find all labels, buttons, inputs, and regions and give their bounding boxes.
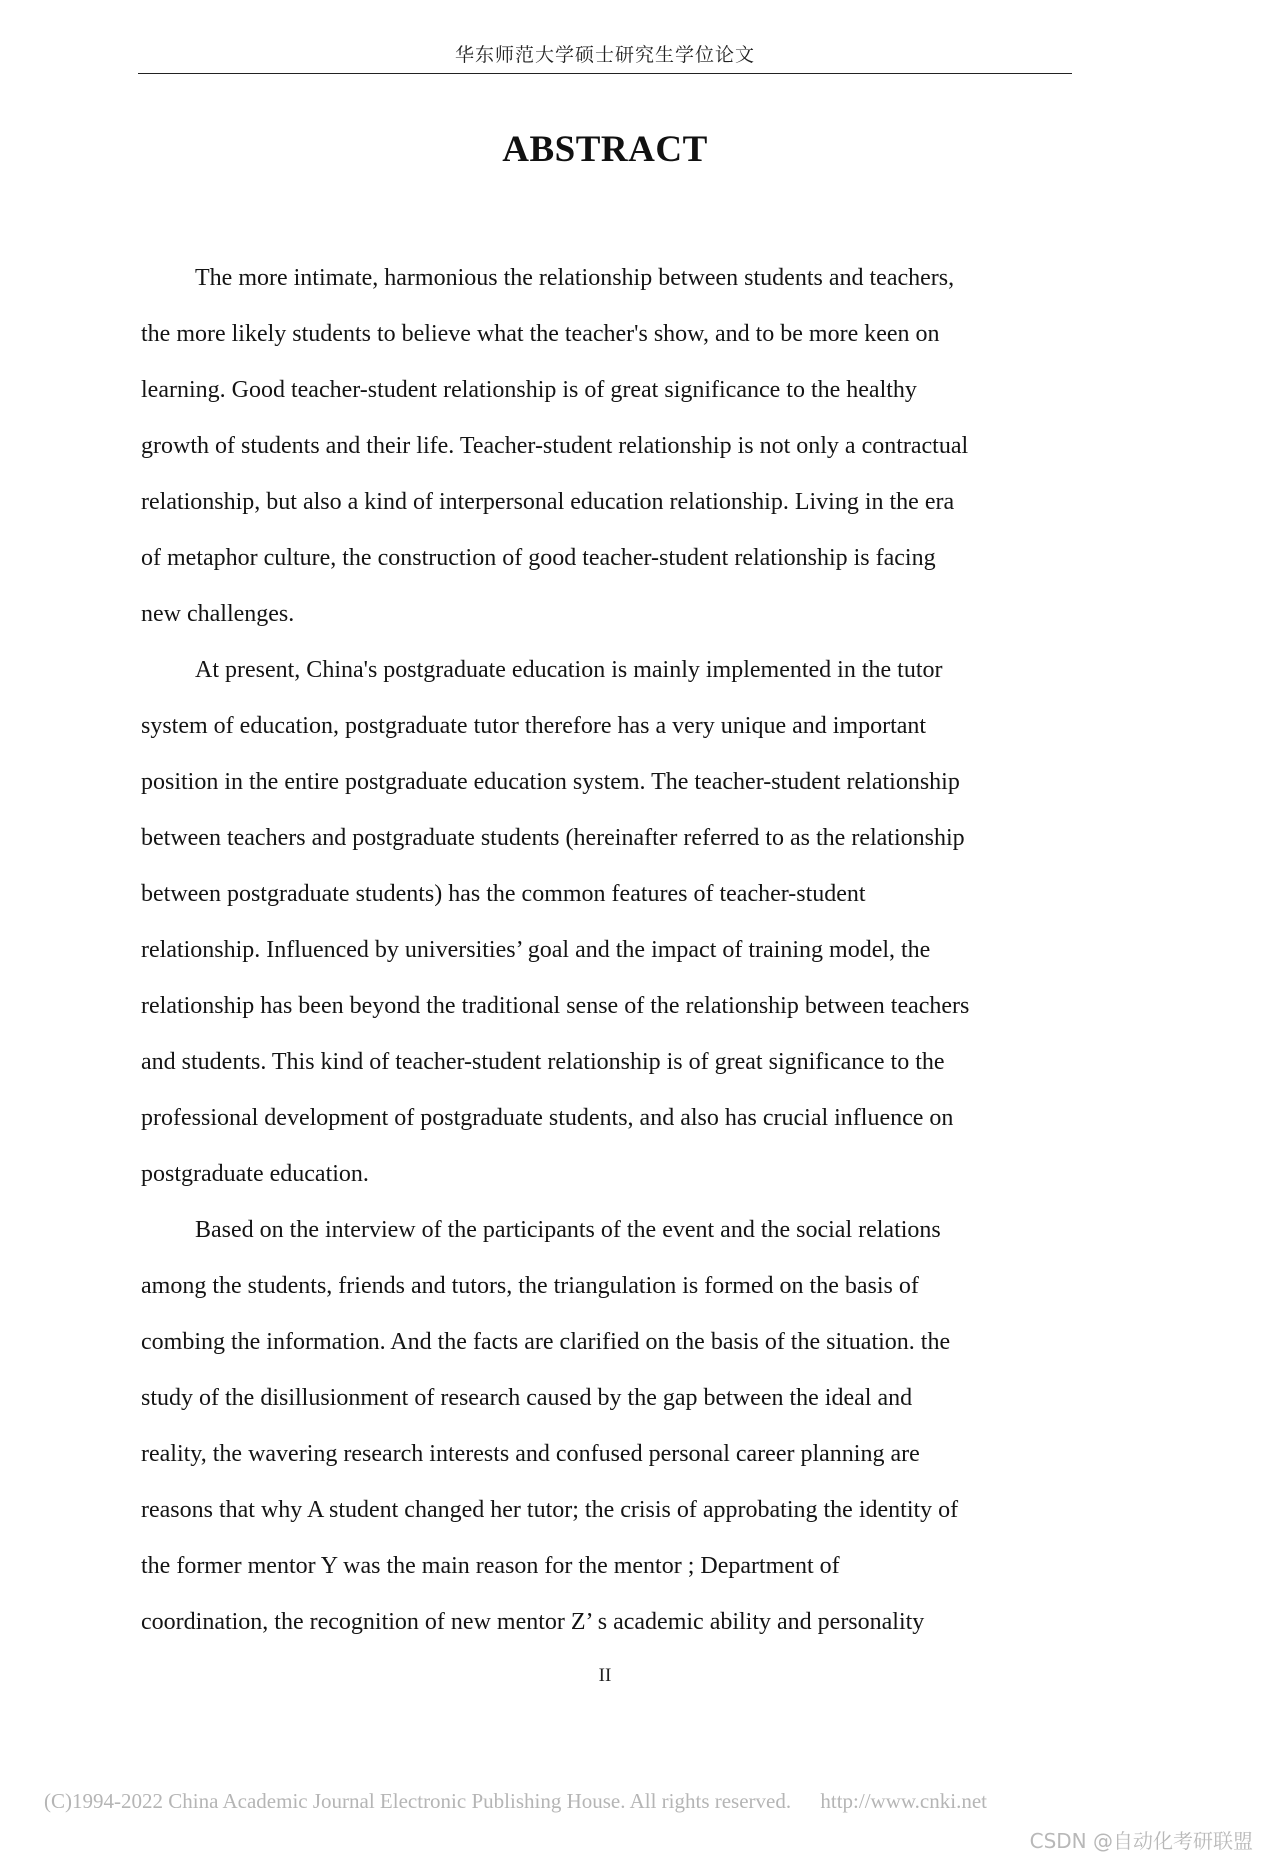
paragraph-1 xyxy=(141,250,1071,642)
text-line: relationship, but also a kind of interpersonal education relationship. Living in the era xyxy=(141,489,955,515)
header-rule xyxy=(138,73,1072,74)
text-line: At present, China's postgraduate education is mainly implemented in the tutor xyxy=(195,657,943,683)
footer-url: http://www.cnki.net xyxy=(820,1789,987,1813)
text-line: position in the entire postgraduate education system. The teacher-student relationship xyxy=(141,769,960,795)
copyright-footer xyxy=(44,1789,987,1814)
copyright-text: (C)1994-2022 China Academic Journal Electronic Publishing House. All rights reserved. xyxy=(44,1789,792,1813)
text-line: Based on the interview of the participants of the event and the social relations xyxy=(195,1217,941,1243)
text-line: reality, the wavering research interests and confused personal career planning are xyxy=(141,1441,920,1467)
text-line: between teachers and postgraduate students (hereinafter referred to as the relationship xyxy=(141,825,965,851)
text-line: professional development of postgraduate students, and also has crucial influence on xyxy=(141,1105,954,1131)
text-line: reasons that why A student changed her tutor; the crisis of approbating the identity of xyxy=(141,1497,959,1523)
text-line: relationship has been beyond the traditional sense of the relationship between teachers xyxy=(141,993,970,1019)
watermark-text: CSDN @自动化考研联盟 xyxy=(1029,1829,1253,1853)
paragraph-2 xyxy=(141,642,1071,1202)
text-line: combing the information. And the facts are clarified on the basis of the situation. the xyxy=(141,1329,951,1355)
paragraph-3 xyxy=(141,1202,1071,1650)
text-line: the more likely students to believe what the teacher's show, and to be more keen on xyxy=(141,321,940,347)
text-line: relationship. Influenced by universities’ goal and the impact of training model, the xyxy=(141,937,931,963)
text-line: between postgraduate students) has the common features of teacher-student xyxy=(141,881,866,907)
text-line: the former mentor Y was the main reason for the mentor ; Department of xyxy=(141,1553,840,1579)
text-line: of metaphor culture, the construction of good teacher-student relationship is facing xyxy=(141,545,936,571)
text-line: growth of students and their life. Teacher-student relationship is not only a contractual xyxy=(141,433,969,459)
page-title: ABSTRACT xyxy=(502,129,708,170)
text-line: and students. This kind of teacher-student relationship is of great significance to the xyxy=(141,1049,945,1075)
text-line: study of the disillusionment of research caused by the gap between the ideal and xyxy=(141,1385,913,1411)
abstract-body xyxy=(141,250,1071,1650)
text-line: among the students, friends and tutors, the triangulation is formed on the basis of xyxy=(141,1273,919,1299)
text-line: coordination, the recognition of new mentor Z’ s academic ability and personality xyxy=(141,1609,925,1635)
text-line: The more intimate, harmonious the relationship between students and teachers, xyxy=(195,265,955,291)
text-line: postgraduate education. xyxy=(141,1161,369,1187)
page-number: II xyxy=(598,1665,612,1686)
text-line: learning. Good teacher-student relationship is of great significance to the healthy xyxy=(141,377,917,403)
text-line: system of education, postgraduate tutor therefore has a very unique and important xyxy=(141,713,927,739)
running-header: 华东师范大学硕士研究生学位论文 xyxy=(454,44,755,66)
text-line: new challenges. xyxy=(141,601,295,627)
